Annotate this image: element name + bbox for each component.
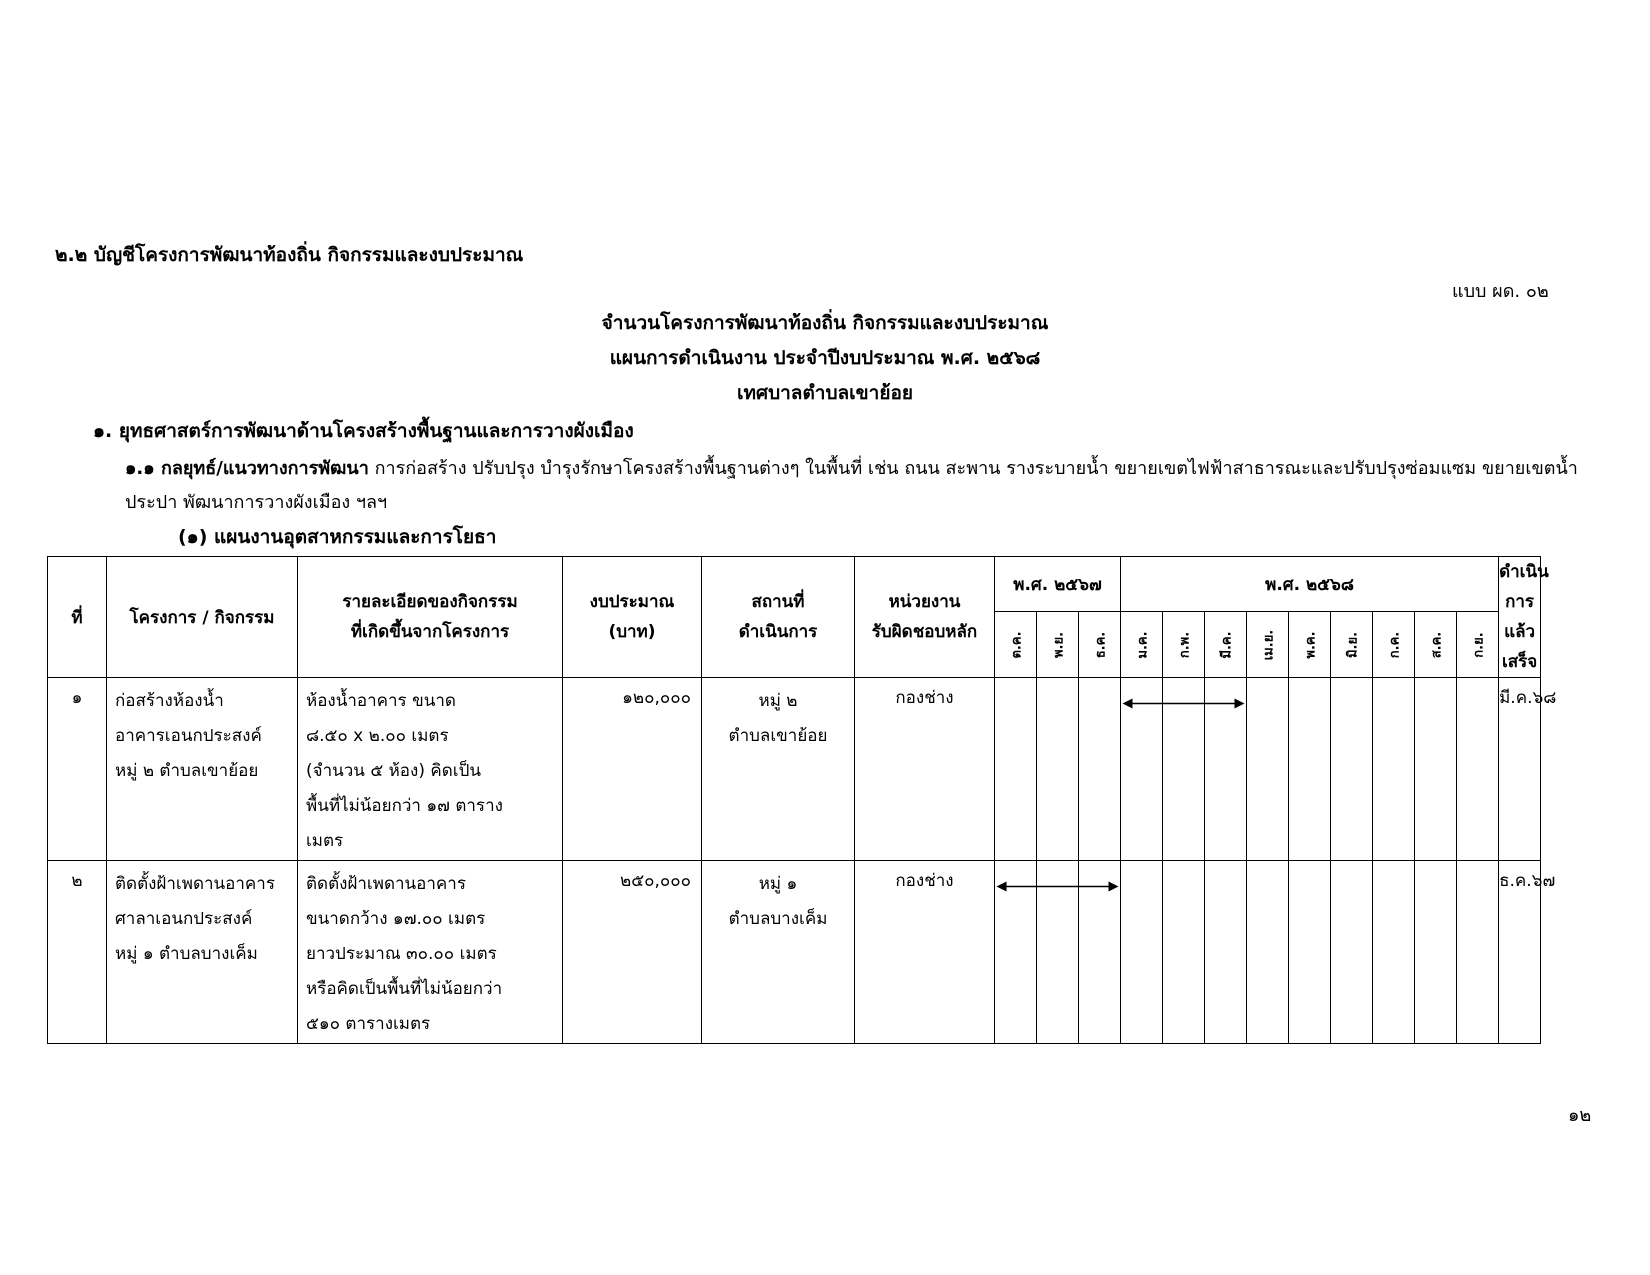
col-project-header: โครงการ / กิจกรรม	[107, 557, 298, 678]
month-header: ก.ค.	[1373, 612, 1415, 678]
table-row	[48, 678, 1650, 861]
project-table	[47, 556, 1650, 1044]
month-cell	[1037, 861, 1079, 1044]
month-cell	[995, 678, 1037, 861]
month-cell	[1079, 678, 1121, 861]
row-number: ๒	[48, 861, 107, 1044]
month-header: ม.ค.	[1121, 612, 1163, 678]
location: หมู่ ๒ ตำบลเขาย้อย	[702, 678, 855, 861]
month-cell	[1289, 861, 1331, 1044]
year2-header: พ.ศ. ๒๕๖๘	[1121, 557, 1499, 612]
col-no-header: ที่	[48, 557, 107, 678]
location: หมู่ ๑ ตำบลบางเค็ม	[702, 861, 855, 1044]
col-done-header: ดำเนินการ แล้วเสร็จ	[1499, 557, 1541, 678]
guideline-text: การก่อสร้าง ปรับปรุง บำรุงรักษาโครงสร้างพื้นฐานต่างๆ ในพื้นที่ เช่น ถนน สะพาน รางระบายน้ำ ขยายเขตไฟฟ้าสาธารณะและปรับปรุงซ่อมแซม ขยายเขตน้ำประปา พัฒนาการวางผังเมือง ฯลฯ	[125, 458, 1578, 513]
project-name: ก่อสร้างห้องน้ำ อาคารเอนกประสงค์ หมู่ ๒ ตำบลเขาย้อย	[107, 678, 298, 861]
activity-detail: ติดตั้งฝ้าเพดานอาคาร ขนาดกว้าง ๑๗.๐๐ เมตร ยาวประมาณ ๓๐.๐๐ เมตร หรือคิดเป็นพื้นที่ไม่น้อยกว่า ๕๑๐ ตารางเมตร	[298, 861, 563, 1044]
month-cell	[995, 861, 1037, 1044]
title-line-2: แผนการดำเนินงาน ประจำปีงบประมาณ พ.ศ. ๒๕๖๘	[609, 347, 1041, 369]
month-cell	[1289, 678, 1331, 861]
project-name: ติดตั้งฝ้าเพดานอาคาร ศาลาเอนกประสงค์ หมู่ ๑ ตำบลบางเค็ม	[107, 861, 298, 1044]
month-cell	[1457, 861, 1499, 1044]
budget-value: ๒๕๐,๐๐๐	[563, 861, 702, 1044]
month-header: ก.ย.	[1457, 612, 1499, 678]
month-cell	[1079, 861, 1121, 1044]
completion-date: ธ.ค.๖๗	[1499, 861, 1541, 1044]
month-cell	[1457, 678, 1499, 861]
month-cell	[1163, 861, 1205, 1044]
header-row-1	[48, 557, 1650, 612]
month-cell	[1247, 678, 1289, 861]
month-header: เม.ย.	[1247, 612, 1289, 678]
month-cell	[1415, 678, 1457, 861]
section-heading: ๒.๒ บัญชีโครงการพัฒนาท้องถิ่น กิจกรรมและงบประมาณ	[55, 244, 524, 266]
activity-detail: ห้องน้ำอาคาร ขนาด ๘.๕๐ x ๒.๐๐ เมตร (จำนวน ๕ ห้อง) คิดเป็น พื้นที่ไม่น้อยกว่า ๑๗ ตาราง เมตร	[298, 678, 563, 861]
title-line-3: เทศบาลตำบลเขาย้อย	[737, 382, 913, 404]
month-cell	[1163, 678, 1205, 861]
month-cell	[1205, 861, 1247, 1044]
month-cell	[1121, 678, 1163, 861]
col-agency-header: หน่วยงาน รับผิดชอบหลัก	[855, 557, 995, 678]
row-number: ๑	[48, 678, 107, 861]
table-row	[48, 861, 1650, 1044]
month-cell	[1037, 678, 1079, 861]
guideline-paragraph	[125, 452, 1605, 520]
month-header: พ.ย.	[1037, 612, 1079, 678]
month-header: ส.ค.	[1415, 612, 1457, 678]
year1-header: พ.ศ. ๒๕๖๗	[995, 557, 1121, 612]
plan-heading: (๑) แผนงานอุตสาหกรรมและการโยธา	[178, 526, 497, 548]
col-detail-header: รายละเอียดของกิจกรรม ที่เกิดขึ้นจากโครงการ	[298, 557, 563, 678]
guideline-label: ๑.๑ กลยุทธ์/แนวทางการพัฒนา	[125, 458, 369, 479]
page-number: ๑๒	[1568, 1105, 1592, 1126]
month-header: ธ.ค.	[1079, 612, 1121, 678]
month-cell	[1121, 861, 1163, 1044]
month-cell	[1331, 678, 1373, 861]
month-cell	[1415, 861, 1457, 1044]
month-header: ต.ค.	[995, 612, 1037, 678]
month-cell	[1373, 678, 1415, 861]
agency: กองช่าง	[855, 678, 995, 861]
month-header: ก.พ.	[1163, 612, 1205, 678]
agency: กองช่าง	[855, 861, 995, 1044]
completion-date: มี.ค.๖๘	[1499, 678, 1541, 861]
strategy-heading: ๑. ยุทธศาสตร์การพัฒนาด้านโครงสร้างพื้นฐานและการวางผังเมือง	[93, 420, 634, 442]
month-cell	[1331, 861, 1373, 1044]
month-cell	[1373, 861, 1415, 1044]
col-location-header: สถานที่ ดำเนินการ	[702, 557, 855, 678]
month-header: พ.ค.	[1289, 612, 1331, 678]
form-code: แบบ ผด. ๐๒	[1452, 281, 1549, 302]
title-line-1: จำนวนโครงการพัฒนาท้องถิ่น กิจกรรมและงบประมาณ	[601, 312, 1049, 334]
budget-value: ๑๒๐,๐๐๐	[563, 678, 702, 861]
month-header: มี.ค.	[1205, 612, 1247, 678]
col-budget-header: งบประมาณ (บาท)	[563, 557, 702, 678]
month-cell	[1205, 678, 1247, 861]
month-header: มิ.ย.	[1331, 612, 1373, 678]
month-cell	[1247, 861, 1289, 1044]
